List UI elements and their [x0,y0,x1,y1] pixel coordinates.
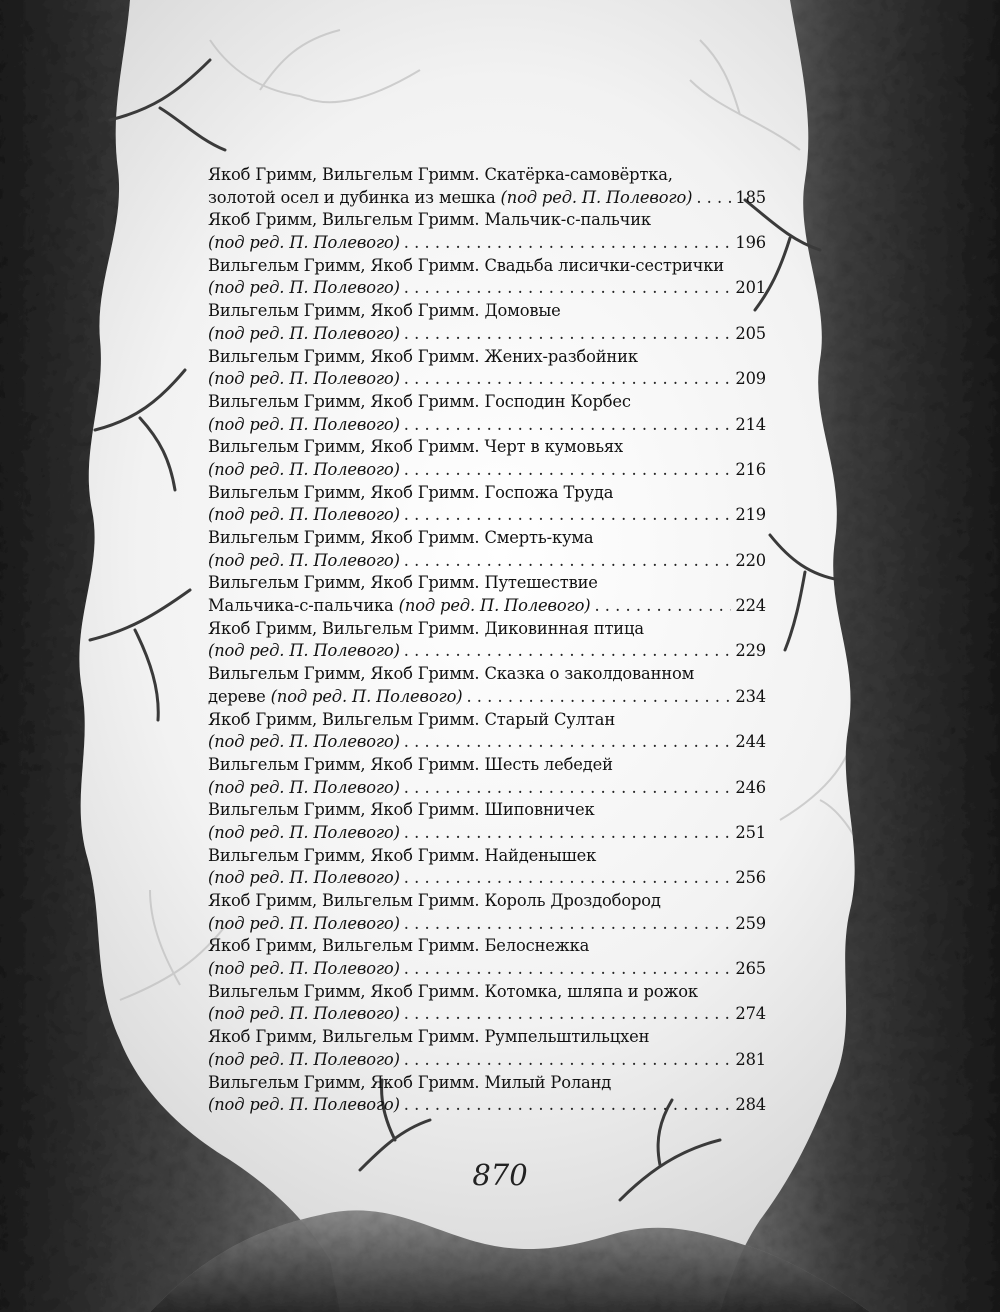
toc-dot-leader [404,867,732,890]
toc-dot-leader [404,958,732,981]
toc-dot-leader [404,550,732,573]
page-number: 870 [472,1158,528,1192]
toc-entry [208,482,766,527]
toc-entry-title-text: Вильгельм Гримм, Якоб Гримм. Свадьба лисички-сестрички [208,255,725,275]
toc-entry [208,935,766,980]
toc-dot-leader [404,368,732,391]
toc-dot-leader [404,459,732,482]
toc-entry-title [208,300,766,323]
toc-entry-editor-note: (под ред. П. Полевого) [208,459,400,479]
toc-entry-editor-note: (под ред. П. Полевого) [208,369,400,389]
toc-entry-continuation [208,958,400,981]
toc-entry-continuation [208,459,400,482]
toc-entry-leader-line [208,731,766,754]
toc-entry-leader-line [208,686,766,709]
toc-entry [208,709,766,754]
toc-dot-leader [404,504,732,527]
toc-entry-title-text: Якоб Гримм, Вильгельм Гримм. Белоснежка [208,936,590,956]
toc-entry-page-number: 216 [735,459,766,479]
toc-entry-leader-line [208,414,766,437]
toc-entry-page-number: 224 [735,596,766,616]
toc-entry-leader-line [208,277,766,300]
toc-entry-continuation [208,1049,400,1072]
toc-entry-title [208,482,766,505]
toc-entry-editor-note: (под ред. П. Полевого) [208,822,400,842]
toc-entry [208,1072,766,1117]
toc-dot-leader [404,414,732,437]
toc-entry-continuation [208,323,400,346]
toc-entry-page-number: 259 [735,913,766,933]
toc-entry-page-number: 209 [735,369,766,389]
toc-entry-title [208,935,766,958]
toc-entry-title [208,890,766,913]
toc-entry-continuation [208,187,692,210]
toc-dot-leader [404,1049,732,1072]
toc-dot-leader [594,595,731,618]
toc-entry-title [208,209,766,232]
toc-entry-continuation [208,368,400,391]
toc-entry-editor-note: (под ред. П. Полевого) [208,641,400,661]
toc-entry-title-text: Вильгельм Гримм, Якоб Гримм. Жених-разбойник [208,346,638,366]
toc-entry-editor-note: (под ред. П. Полевого) [208,323,400,343]
toc-entry-editor-note: (под ред. П. Полевого) [270,686,463,706]
toc-dot-leader [404,1003,732,1026]
toc-entry-continuation [208,822,400,845]
toc-entry [208,255,766,300]
toc-entry-continuation [208,595,590,618]
toc-entry-editor-note: (под ред. П. Полевого) [208,1049,400,1069]
toc-entry-title [208,1072,766,1095]
toc-entry-leader-line [208,867,766,890]
toc-entry-continuation [208,731,400,754]
toc-entry-title [208,663,766,686]
toc-entry-title [208,255,766,278]
toc-dot-leader [404,277,732,300]
toc-entry-leader-line [208,232,766,255]
toc-entry-leader-line [208,822,766,845]
toc-entry-leader-line [208,368,766,391]
toc-entry-continuation [208,232,400,255]
toc-dot-leader [404,1094,732,1117]
toc-entry-continuation [208,867,400,890]
toc-entry-title-text: Якоб Гримм, Вильгельм Гримм. Мальчик-с-пальчик [208,210,651,230]
table-of-contents [208,164,766,1117]
toc-entry [208,663,766,708]
toc-entry [208,300,766,345]
toc-entry-continuation [208,277,400,300]
toc-entry-editor-note: (под ред. П. Полевого) [208,868,400,888]
toc-entry-page-number: 219 [735,505,766,525]
toc-entry-continuation [208,504,400,527]
toc-entry-title-text: Вильгельм Гримм, Якоб Гримм. Милый Роланд [208,1072,612,1092]
toc-entry [208,164,766,209]
toc-entry-leader-line [208,777,766,800]
toc-entry-continuation [208,414,400,437]
toc-entry-editor-note: (под ред. П. Полевого) [208,233,400,253]
toc-entry-title [208,527,766,550]
toc-entry-continuation [208,550,400,573]
toc-entry-title [208,346,766,369]
toc-entry-page-number: 196 [735,233,766,253]
toc-entry-page-number: 251 [735,822,766,842]
toc-entry-title-text: Якоб Гримм, Вильгельм Гримм. Король Дроздобород [208,891,661,910]
toc-entry [208,890,766,935]
toc-entry [208,618,766,663]
toc-entry-title-text: Вильгельм Гримм, Якоб Гримм. Найденышек [208,845,597,865]
toc-entry-continuation [208,1003,400,1026]
toc-entry-editor-note: (под ред. П. Полевого) [208,959,400,979]
toc-entry-editor-note: (под ред. П. Полевого) [208,414,400,434]
toc-entry-leader-line [208,550,766,573]
toc-entry-continuation [208,777,400,800]
toc-entry-title [208,754,766,777]
toc-entry-page-number: 274 [735,1004,766,1024]
toc-dot-leader [466,686,731,709]
toc-entry [208,436,766,481]
toc-entry [208,572,766,617]
toc-entry-title [208,709,766,732]
toc-entry-continuation [208,686,462,709]
toc-dot-leader [404,731,732,754]
toc-entry-editor-note: (под ред. П. Полевого) [208,550,400,570]
toc-entry-title-text: Вильгельм Гримм, Якоб Гримм. Путешествие [208,573,598,593]
toc-entry-title-text: Вильгельм Гримм, Якоб Гримм. Шесть лебедей [208,754,613,774]
toc-entry-editor-note: (под ред. П. Полевого) [500,187,693,207]
toc-entry-title-text: Вильгельм Гримм, Якоб Гримм. Госпожа Труда [208,482,614,502]
toc-entry [208,981,766,1026]
toc-entry-page-number: 265 [735,959,766,979]
toc-entry-editor-note: (под ред. П. Полевого) [208,732,400,752]
toc-entry-continuation-plain: дереве [208,686,271,706]
toc-dot-leader [404,777,732,800]
toc-entry-leader-line [208,1049,766,1072]
toc-entry-leader-line [208,1003,766,1026]
toc-entry-title-text: Вильгельм Гримм, Якоб Гримм. Сказка о заколдованном [208,664,695,684]
toc-entry [208,346,766,391]
toc-entry-editor-note: (под ред. П. Полевого) [208,777,400,797]
toc-entry [208,391,766,436]
toc-entry-editor-note: (под ред. П. Полевого) [208,1095,400,1115]
toc-dot-leader [404,822,732,845]
toc-entry-continuation-plain: золотой осел и дубинка из мешка [208,187,501,207]
toc-entry-title-text: Вильгельм Гримм, Якоб Гримм. Шиповничек [208,800,595,820]
toc-entry-page-number: 284 [735,1095,766,1115]
toc-entry-leader-line [208,913,766,936]
toc-entry-title-text: Вильгельм Гримм, Якоб Гримм. Домовые [208,301,561,321]
toc-entry-editor-note: (под ред. П. Полевого) [208,1004,400,1024]
toc-entry-page-number: 220 [735,550,766,570]
toc-entry-leader-line [208,323,766,346]
toc-entry-title-text: Вильгельм Гримм, Якоб Гримм. Смерть-кума [208,528,594,547]
toc-entry-page-number: 201 [735,278,766,298]
toc-entry-page-number: 234 [735,686,766,706]
toc-entry-page-number: 229 [735,641,766,661]
toc-entry-title-text: Вильгельм Гримм, Якоб Гримм. Господин Корбес [208,391,631,411]
toc-entry-continuation [208,1094,400,1117]
toc-entry-continuation [208,913,400,936]
toc-dot-leader [404,640,732,663]
toc-entry-title-text: Вильгельм Гримм, Якоб Гримм. Котомка, шляпа и рожок [208,981,698,1001]
toc-dot-leader [696,187,731,210]
toc-entry-title [208,799,766,822]
toc-entry-leader-line [208,640,766,663]
toc-entry-title [208,436,766,459]
toc-entry-page-number: 205 [735,323,766,343]
toc-entry-leader-line [208,504,766,527]
toc-entry-editor-note: (под ред. П. Полевого) [208,278,400,298]
toc-entry-title-text: Якоб Гримм, Вильгельм Гримм. Скатёрка-самовёртка, [208,165,673,184]
toc-entry-editor-note: (под ред. П. Полевого) [208,913,400,933]
toc-entry-title [208,1026,766,1049]
toc-entry-title-text: Якоб Гримм, Вильгельм Гримм. Диковинная птица [208,618,644,638]
toc-entry-page-number: 214 [735,414,766,434]
toc-entry-page-number: 244 [735,732,766,752]
toc-entry [208,799,766,844]
toc-entry [208,209,766,254]
toc-entry [208,527,766,572]
toc-entry-leader-line [208,187,766,210]
toc-entry-title-text: Вильгельм Гримм, Якоб Гримм. Черт в кумовьях [208,437,624,457]
toc-entry-title-text: Якоб Гримм, Вильгельм Гримм. Румпельштильцхен [208,1027,650,1047]
toc-entry-page-number: 256 [735,868,766,888]
toc-entry-editor-note: (под ред. П. Полевого) [208,505,400,525]
toc-entry-title [208,981,766,1004]
toc-entry-editor-note: (под ред. П. Полевого) [398,596,591,616]
toc-entry-continuation-plain: Мальчика-с-пальчика [208,596,399,616]
toc-entry-leader-line [208,595,766,618]
toc-entry-title [208,391,766,414]
toc-dot-leader [404,913,732,936]
toc-entry-page-number: 246 [735,777,766,797]
toc-entry-page-number: 185 [735,187,766,207]
toc-entry [208,845,766,890]
toc-entry [208,1026,766,1071]
toc-entry-title [208,845,766,868]
toc-entry-title-text: Якоб Гримм, Вильгельм Гримм. Старый Султан [208,709,616,729]
toc-entry-continuation [208,640,400,663]
toc-dot-leader [404,232,732,255]
toc-entry-title [208,572,766,595]
toc-entry-leader-line [208,1094,766,1117]
toc-dot-leader [404,323,732,346]
toc-entry-leader-line [208,459,766,482]
toc-entry [208,754,766,799]
toc-entry-page-number: 281 [735,1049,766,1069]
toc-entry-title [208,164,766,187]
toc-entry-title [208,618,766,641]
toc-entry-leader-line [208,958,766,981]
